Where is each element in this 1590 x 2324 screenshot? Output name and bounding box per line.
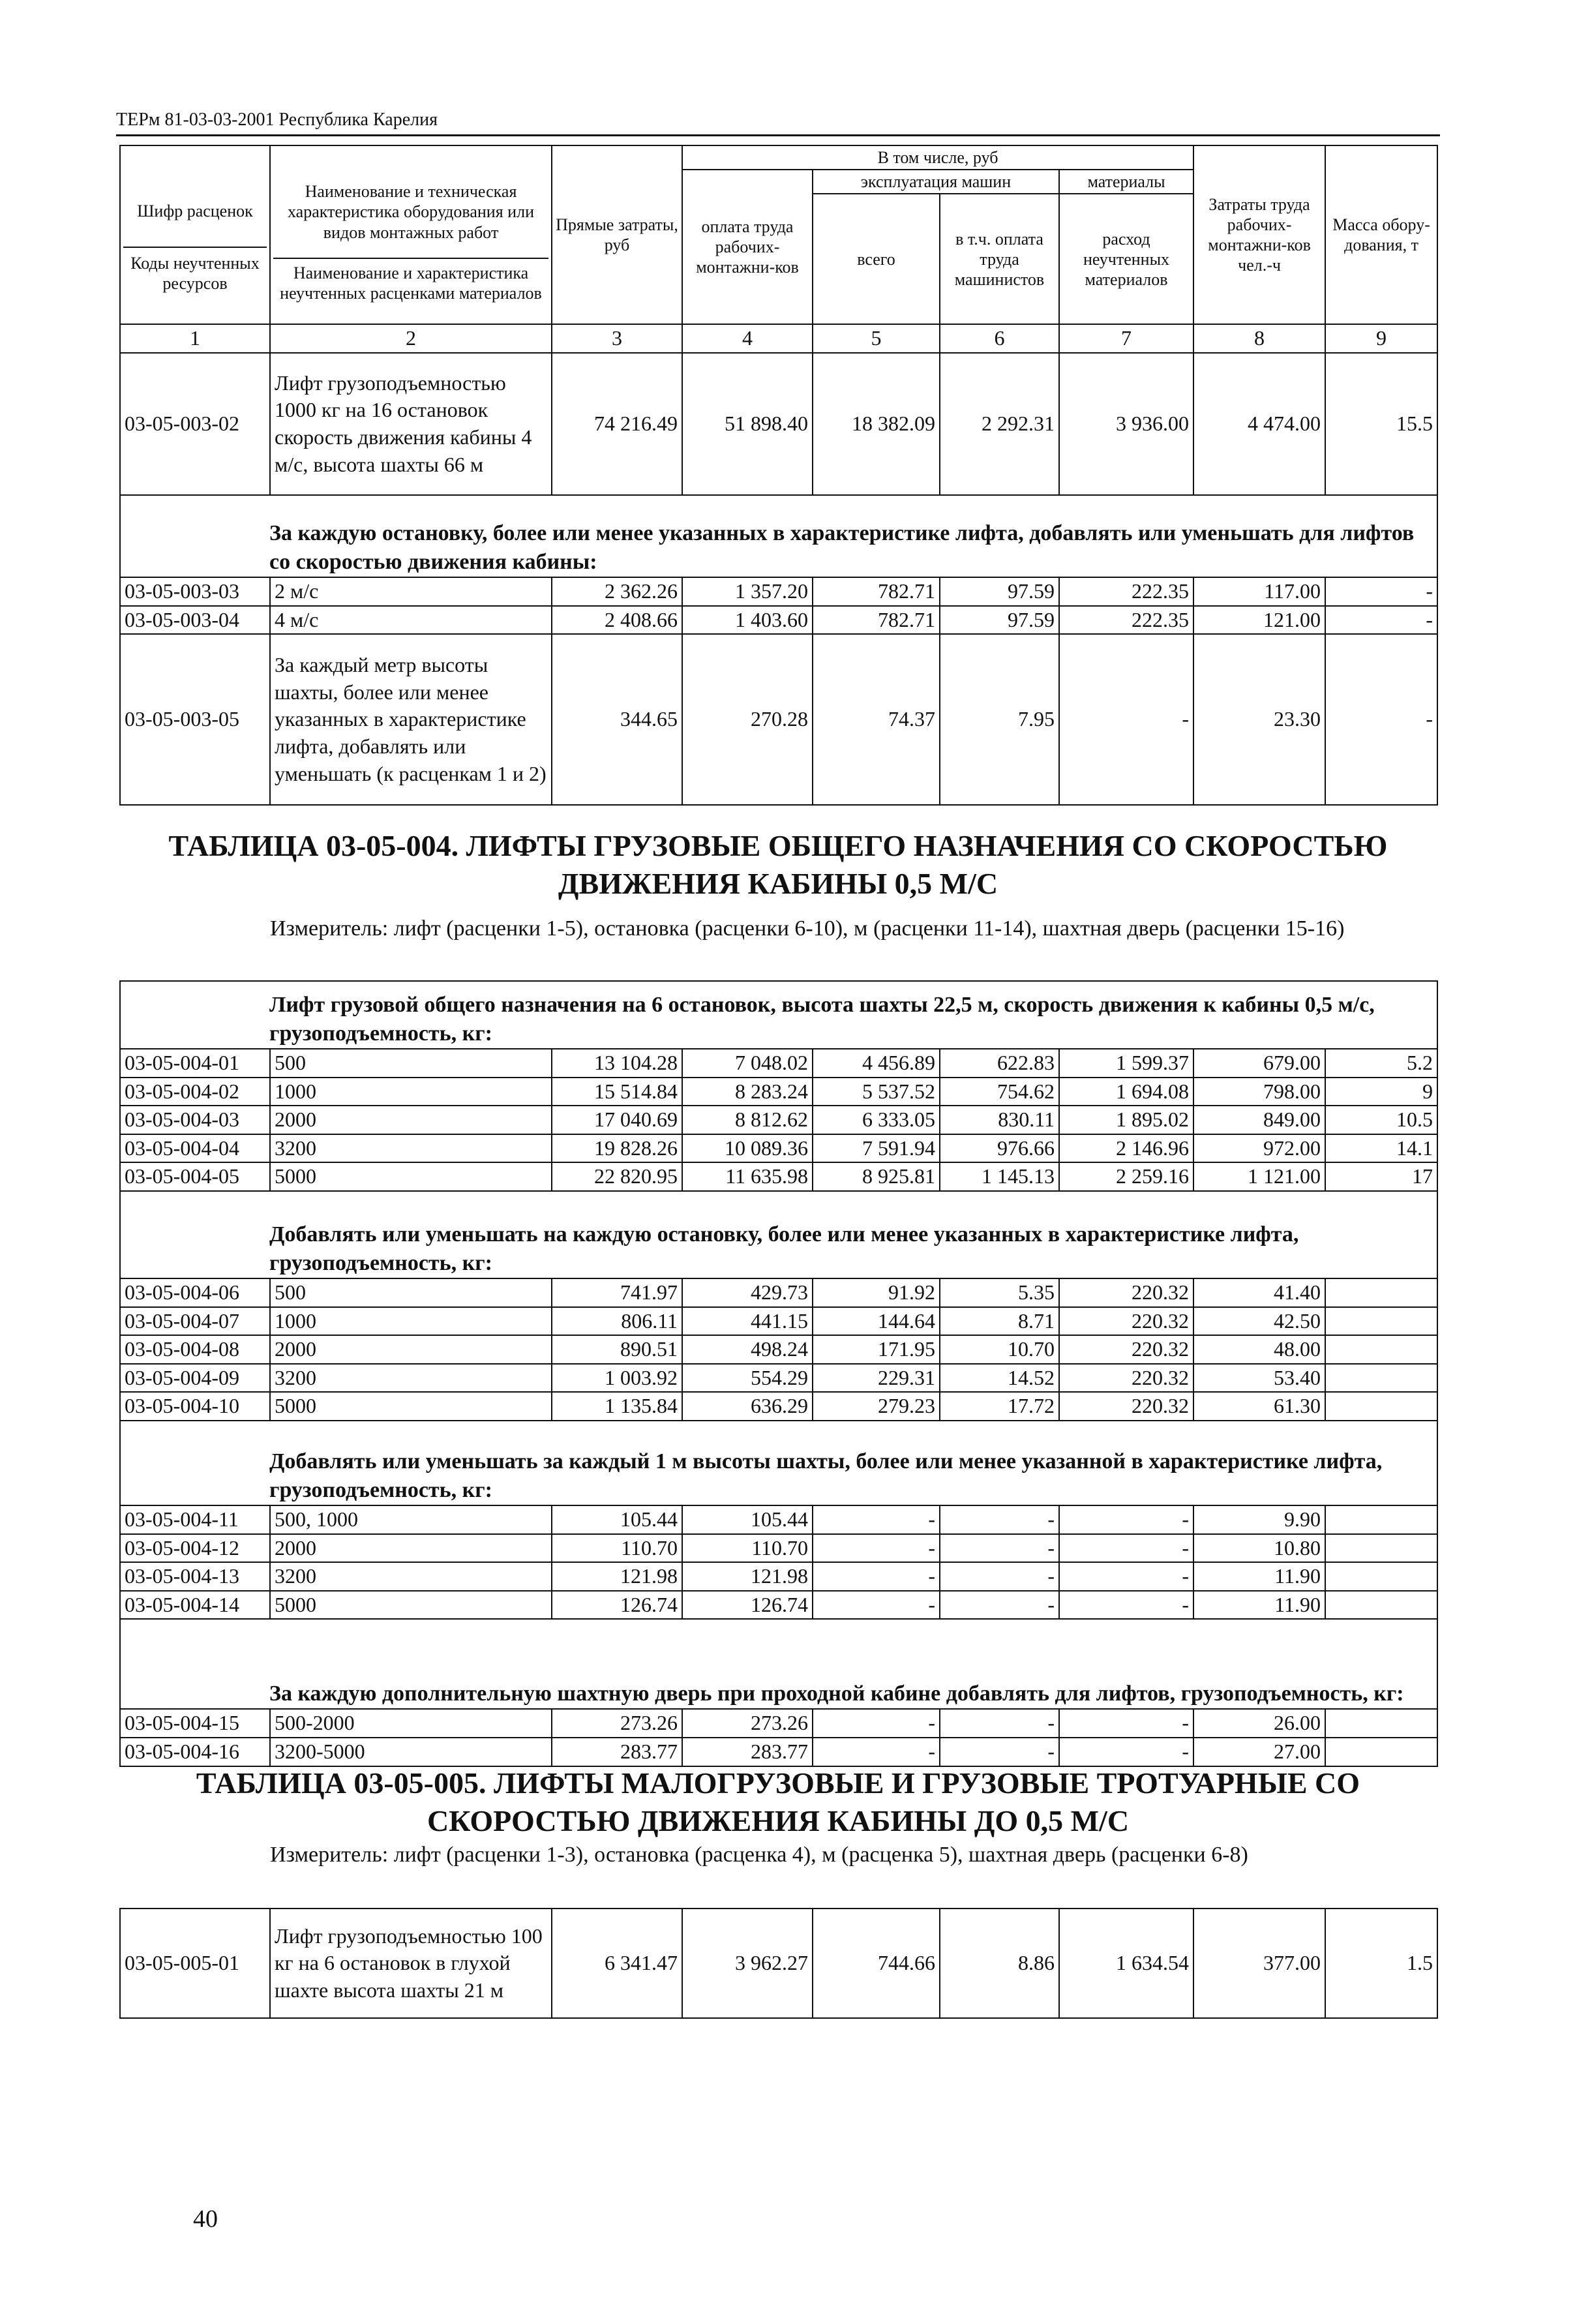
- header-machines-total: всего: [813, 194, 940, 324]
- labor: 11.90: [1193, 1562, 1325, 1591]
- materials: 220.32: [1059, 1335, 1193, 1364]
- table-row: [120, 1162, 1437, 1191]
- rates-table-005: [119, 1908, 1438, 2019]
- wages: 273.26: [682, 1709, 813, 1738]
- machines-total: -: [813, 1534, 940, 1563]
- rate-code: 03-05-004-10: [120, 1392, 270, 1421]
- page-header: ТЕРм 81-03-03-2001 Республика Карелия: [116, 110, 438, 130]
- rate-name: 5000: [270, 1162, 552, 1191]
- machines-total: -: [813, 1709, 940, 1738]
- rate-name: 500-2000: [270, 1709, 552, 1738]
- header-cipher-top: Шифр расценок: [137, 202, 253, 221]
- col-num: 5: [813, 324, 940, 353]
- materials: -: [1059, 1562, 1193, 1591]
- machines-total: 6 333.05: [813, 1106, 940, 1134]
- direct-costs: 15 514.84: [552, 1078, 682, 1106]
- operators-wages: 10.70: [940, 1335, 1059, 1364]
- materials: 222.35: [1059, 606, 1193, 635]
- col-num: 9: [1325, 324, 1437, 353]
- labor: 10.80: [1193, 1534, 1325, 1563]
- mass: 10.5: [1325, 1106, 1437, 1134]
- wages: 121.98: [682, 1562, 813, 1591]
- labor: 11.90: [1193, 1591, 1325, 1620]
- machines-total: 229.31: [813, 1364, 940, 1393]
- operators-wages: 5.35: [940, 1278, 1059, 1307]
- labor: 27.00: [1193, 1738, 1325, 1766]
- table-title-004: ТАБЛИЦА 03-05-004. ЛИФТЫ ГРУЗОВЫЕ ОБЩЕГО НАЗНАЧЕНИЯ СО СКОРОСТЬЮ ДВИЖЕНИЯ КАБИНЫ 0,5 М/С: [168, 829, 1388, 900]
- operators-wages: 97.59: [940, 577, 1059, 606]
- table-row: [120, 1909, 1437, 2018]
- header-materials: Наименование и характеристика неучтенных расценками материалов: [273, 258, 548, 303]
- direct-costs: 17 040.69: [552, 1106, 682, 1134]
- machines-total: 74.37: [813, 634, 940, 805]
- rate-code: 03-05-004-02: [120, 1078, 270, 1106]
- rate-code: 03-05-004-15: [120, 1709, 270, 1738]
- wages: 1 403.60: [682, 606, 813, 635]
- machines-total: -: [813, 1591, 940, 1620]
- section-heading: Добавлять или уменьшать на каждую остановку, более или менее указанных в характеристике лифта, грузоподъемность, кг:: [120, 1191, 1437, 1278]
- wages: 105.44: [682, 1505, 813, 1534]
- measurer-004: Измеритель: лифт (расценки 1-5), остановка (расценки 6-10), м (расценки 11-14), шахтная дверь (расценки 15-16): [270, 916, 1345, 941]
- wages: 126.74: [682, 1591, 813, 1620]
- mass: -: [1325, 634, 1437, 805]
- col-num: 2: [270, 324, 552, 353]
- machines-total: 18 382.09: [813, 353, 940, 495]
- wages: 554.29: [682, 1364, 813, 1393]
- section-heading: За каждую остановку, более или менее указанных в характеристике лифта, добавлять или уменьшать для лифтов со скоростью движения кабины:: [120, 495, 1437, 577]
- table-row: [120, 1709, 1437, 1738]
- mass: [1325, 1591, 1437, 1620]
- table-row: [120, 1392, 1437, 1421]
- rate-code: 03-05-004-11: [120, 1505, 270, 1534]
- mass: -: [1325, 606, 1437, 635]
- rate-code: 03-05-004-16: [120, 1738, 270, 1766]
- operators-wages: 97.59: [940, 606, 1059, 635]
- labor: 23.30: [1193, 634, 1325, 805]
- rate-name: 4 м/с: [270, 606, 552, 635]
- materials: 1 895.02: [1059, 1106, 1193, 1134]
- direct-costs: 6 341.47: [552, 1909, 682, 2018]
- direct-costs: 22 820.95: [552, 1162, 682, 1191]
- labor: 377.00: [1193, 1909, 1325, 2018]
- mass: [1325, 1392, 1437, 1421]
- operators-wages: -: [940, 1505, 1059, 1534]
- rate-code: 03-05-004-12: [120, 1534, 270, 1563]
- operators-wages: 1 145.13: [940, 1162, 1059, 1191]
- materials: 220.32: [1059, 1307, 1193, 1336]
- col-num: 3: [552, 324, 682, 353]
- table-row: [120, 1049, 1437, 1078]
- operators-wages: 8.86: [940, 1909, 1059, 2018]
- rate-name: За каждый метр высоты шахты, более или менее указанных в характеристике лифта, добавлять или уменьшать (к расценкам 1 и 2): [270, 634, 552, 805]
- rate-name: 2000: [270, 1335, 552, 1364]
- wages: 1 357.20: [682, 577, 813, 606]
- labor: 61.30: [1193, 1392, 1325, 1421]
- materials: 1 634.54: [1059, 1909, 1193, 2018]
- operators-wages: 830.11: [940, 1106, 1059, 1134]
- materials: 1 599.37: [1059, 1049, 1193, 1078]
- rate-code: 03-05-004-01: [120, 1049, 270, 1078]
- operators-wages: -: [940, 1591, 1059, 1620]
- labor: 42.50: [1193, 1307, 1325, 1336]
- operators-wages: 754.62: [940, 1078, 1059, 1106]
- machines-total: -: [813, 1738, 940, 1766]
- wages: 636.29: [682, 1392, 813, 1421]
- machines-total: 8 925.81: [813, 1162, 940, 1191]
- header-materials-group: материалы: [1059, 170, 1193, 194]
- rate-code: 03-05-005-01: [120, 1909, 270, 2018]
- table-row: [120, 606, 1437, 635]
- wages: 429.73: [682, 1278, 813, 1307]
- wages: 3 962.27: [682, 1909, 813, 2018]
- materials: -: [1059, 1738, 1193, 1766]
- machines-total: 279.23: [813, 1392, 940, 1421]
- wages: 11 635.98: [682, 1162, 813, 1191]
- wages: 7 048.02: [682, 1049, 813, 1078]
- labor: 26.00: [1193, 1709, 1325, 1738]
- materials: 220.32: [1059, 1392, 1193, 1421]
- machines-total: 744.66: [813, 1909, 940, 2018]
- rate-code: 03-05-004-13: [120, 1562, 270, 1591]
- labor: 121.00: [1193, 606, 1325, 635]
- direct-costs: 1 135.84: [552, 1392, 682, 1421]
- labor: 1 121.00: [1193, 1162, 1325, 1191]
- mass: -: [1325, 577, 1437, 606]
- operators-wages: -: [940, 1738, 1059, 1766]
- col-num: 7: [1059, 324, 1193, 353]
- table-row: [120, 1364, 1437, 1393]
- rate-name: 500, 1000: [270, 1505, 552, 1534]
- table-row: [120, 1278, 1437, 1307]
- table-row: [120, 1106, 1437, 1134]
- rate-code: 03-05-004-05: [120, 1162, 270, 1191]
- page-number: 40: [193, 2205, 218, 2233]
- machines-total: -: [813, 1562, 940, 1591]
- header-labor: Затраты труда рабочих-монтажни-ков чел.-ч: [1193, 145, 1325, 324]
- col-num: 4: [682, 324, 813, 353]
- header-mass: Масса обору-дования, т: [1325, 145, 1437, 324]
- table-row: [120, 577, 1437, 606]
- table-row: [120, 1591, 1437, 1620]
- table-row: [120, 1307, 1437, 1336]
- rate-name: 1000: [270, 1078, 552, 1106]
- rate-code: 03-05-004-04: [120, 1134, 270, 1163]
- wages: 441.15: [682, 1307, 813, 1336]
- table-row: [120, 1505, 1437, 1534]
- wages: 110.70: [682, 1534, 813, 1563]
- direct-costs: 110.70: [552, 1534, 682, 1563]
- table-row: [120, 353, 1437, 495]
- labor: 972.00: [1193, 1134, 1325, 1163]
- rate-code: 03-05-003-02: [120, 353, 270, 495]
- mass: 15.5: [1325, 353, 1437, 495]
- operators-wages: -: [940, 1562, 1059, 1591]
- direct-costs: 273.26: [552, 1709, 682, 1738]
- header-operators-wages: в т.ч. оплата труда машинистов: [940, 194, 1059, 324]
- machines-total: 171.95: [813, 1335, 940, 1364]
- col-num: 8: [1193, 324, 1325, 353]
- table-row: [120, 1335, 1437, 1364]
- materials: -: [1059, 1505, 1193, 1534]
- table-row: [120, 1562, 1437, 1591]
- mass: 1.5: [1325, 1909, 1437, 2018]
- rate-code: 03-05-004-07: [120, 1307, 270, 1336]
- header-wages: оплата труда рабочих-монтажни-ков: [682, 170, 813, 324]
- labor: 798.00: [1193, 1078, 1325, 1106]
- header-name-top: Наименование и техническая характеристика оборудования или видов монтажных работ: [288, 182, 534, 242]
- labor: 53.40: [1193, 1364, 1325, 1393]
- table-row: [120, 1078, 1437, 1106]
- mass: 5.2: [1325, 1049, 1437, 1078]
- header-direct-costs: Прямые затраты, руб: [552, 145, 682, 324]
- section-heading: Лифт грузовой общего назначения на 6 остановок, высота шахты 22,5 м, скорость движения к кабины 0,5 м/с, грузоподъемность, кг:: [120, 981, 1437, 1049]
- rates-table-004: [119, 980, 1438, 1767]
- materials: 2 259.16: [1059, 1162, 1193, 1191]
- operators-wages: 976.66: [940, 1134, 1059, 1163]
- section-heading: За каждую дополнительную шахтную дверь при проходной кабине добавлять для лифтов, грузоподъемность, кг:: [120, 1619, 1437, 1709]
- labor: 849.00: [1193, 1106, 1325, 1134]
- rate-name: 3200: [270, 1364, 552, 1393]
- labor: 9.90: [1193, 1505, 1325, 1534]
- machines-total: -: [813, 1505, 940, 1534]
- rate-code: 03-05-004-14: [120, 1591, 270, 1620]
- machines-total: 4 456.89: [813, 1049, 940, 1078]
- table-row: [120, 1738, 1437, 1766]
- mass: [1325, 1364, 1437, 1393]
- mass: 17: [1325, 1162, 1437, 1191]
- mass: [1325, 1335, 1437, 1364]
- rate-name: 2000: [270, 1534, 552, 1563]
- mass: [1325, 1562, 1437, 1591]
- wages: 498.24: [682, 1335, 813, 1364]
- rate-code: 03-05-003-03: [120, 577, 270, 606]
- rate-code: 03-05-004-03: [120, 1106, 270, 1134]
- table-title-005: ТАБЛИЦА 03-05-005. ЛИФТЫ МАЛОГРУЗОВЫЕ И ГРУЗОВЫЕ ТРОТУАРНЫЕ СО СКОРОСТЬЮ ДВИЖЕНИЯ КАБИНЫ ДО 0,5 М/С: [196, 1766, 1360, 1837]
- header-machines: эксплуатация машин: [813, 170, 1059, 194]
- operators-wages: 7.95: [940, 634, 1059, 805]
- machines-total: 144.64: [813, 1307, 940, 1336]
- rate-name: 2000: [270, 1106, 552, 1134]
- labor: 48.00: [1193, 1335, 1325, 1364]
- rate-name: 2 м/с: [270, 577, 552, 606]
- wages: 10 089.36: [682, 1134, 813, 1163]
- rate-name: 3200-5000: [270, 1738, 552, 1766]
- mass: [1325, 1307, 1437, 1336]
- header-unaccounted-materials: расход неучтенных материалов: [1059, 194, 1193, 324]
- materials: -: [1059, 1709, 1193, 1738]
- operators-wages: -: [940, 1709, 1059, 1738]
- labor: 117.00: [1193, 577, 1325, 606]
- rate-name: 5000: [270, 1392, 552, 1421]
- rate-name: 500: [270, 1278, 552, 1307]
- materials: 220.32: [1059, 1278, 1193, 1307]
- direct-costs: 19 828.26: [552, 1134, 682, 1163]
- machines-total: 782.71: [813, 577, 940, 606]
- operators-wages: -: [940, 1534, 1059, 1563]
- header-group: В том числе, руб: [682, 145, 1193, 170]
- header-name: [270, 145, 552, 324]
- wages: 270.28: [682, 634, 813, 805]
- header-cipher: [120, 145, 270, 324]
- rate-name: Лифт грузоподъемностью 1000 кг на 16 остановок скорость движения кабины 4 м/с, высота шахты 66 м: [270, 353, 552, 495]
- wages: 8 283.24: [682, 1078, 813, 1106]
- mass: [1325, 1278, 1437, 1307]
- mass: [1325, 1738, 1437, 1766]
- rates-table-003: [119, 145, 1438, 806]
- table-row: [120, 1534, 1437, 1563]
- labor: 679.00: [1193, 1049, 1325, 1078]
- labor: 4 474.00: [1193, 353, 1325, 495]
- machines-total: 91.92: [813, 1278, 940, 1307]
- rate-name: 3200: [270, 1562, 552, 1591]
- operators-wages: 17.72: [940, 1392, 1059, 1421]
- direct-costs: 806.11: [552, 1307, 682, 1336]
- rate-code: 03-05-004-09: [120, 1364, 270, 1393]
- rate-name: 3200: [270, 1134, 552, 1163]
- col-num: 1: [120, 324, 270, 353]
- rate-code: 03-05-004-06: [120, 1278, 270, 1307]
- wages: 8 812.62: [682, 1106, 813, 1134]
- materials: -: [1059, 634, 1193, 805]
- materials: -: [1059, 1534, 1193, 1563]
- direct-costs: 121.98: [552, 1562, 682, 1591]
- rate-name: 5000: [270, 1591, 552, 1620]
- col-num: 6: [940, 324, 1059, 353]
- rate-name: Лифт грузоподъемностью 100 кг на 6 остановок в глухой шахте высота шахты 21 м: [270, 1909, 552, 2018]
- direct-costs: 344.65: [552, 634, 682, 805]
- materials: 220.32: [1059, 1364, 1193, 1393]
- rate-code: 03-05-004-08: [120, 1335, 270, 1364]
- direct-costs: 74 216.49: [552, 353, 682, 495]
- rate-name: 500: [270, 1049, 552, 1078]
- direct-costs: 126.74: [552, 1591, 682, 1620]
- mass: 14.1: [1325, 1134, 1437, 1163]
- wages: 283.77: [682, 1738, 813, 1766]
- mass: [1325, 1534, 1437, 1563]
- direct-costs: 1 003.92: [552, 1364, 682, 1393]
- direct-costs: 890.51: [552, 1335, 682, 1364]
- wages: 51 898.40: [682, 353, 813, 495]
- direct-costs: 2 362.26: [552, 577, 682, 606]
- direct-costs: 2 408.66: [552, 606, 682, 635]
- materials: -: [1059, 1591, 1193, 1620]
- rate-code: 03-05-003-04: [120, 606, 270, 635]
- rate-name: 1000: [270, 1307, 552, 1336]
- materials: 3 936.00: [1059, 353, 1193, 495]
- operators-wages: 8.71: [940, 1307, 1059, 1336]
- machines-total: 782.71: [813, 606, 940, 635]
- direct-costs: 741.97: [552, 1278, 682, 1307]
- header-codes: Коды неучтенных ресурсов: [123, 247, 267, 294]
- materials: 2 146.96: [1059, 1134, 1193, 1163]
- table-row: [120, 634, 1437, 805]
- machines-total: 5 537.52: [813, 1078, 940, 1106]
- mass: [1325, 1709, 1437, 1738]
- operators-wages: 622.83: [940, 1049, 1059, 1078]
- header-rule: [116, 134, 1440, 136]
- materials: 222.35: [1059, 577, 1193, 606]
- direct-costs: 283.77: [552, 1738, 682, 1766]
- machines-total: 7 591.94: [813, 1134, 940, 1163]
- mass: [1325, 1505, 1437, 1534]
- labor: 41.40: [1193, 1278, 1325, 1307]
- mass: 9: [1325, 1078, 1437, 1106]
- operators-wages: 2 292.31: [940, 353, 1059, 495]
- operators-wages: 14.52: [940, 1364, 1059, 1393]
- table-row: [120, 1134, 1437, 1163]
- measurer-005: Измеритель: лифт (расценки 1-3), остановка (расценка 4), м (расценка 5), шахтная дверь (расценки 6-8): [270, 1843, 1248, 1867]
- direct-costs: 13 104.28: [552, 1049, 682, 1078]
- section-heading: Добавлять или уменьшать за каждый 1 м высоты шахты, более или менее указанной в характеристике лифта, грузоподъемность, кг:: [120, 1421, 1437, 1505]
- rate-code: 03-05-003-05: [120, 634, 270, 805]
- materials: 1 694.08: [1059, 1078, 1193, 1106]
- direct-costs: 105.44: [552, 1505, 682, 1534]
